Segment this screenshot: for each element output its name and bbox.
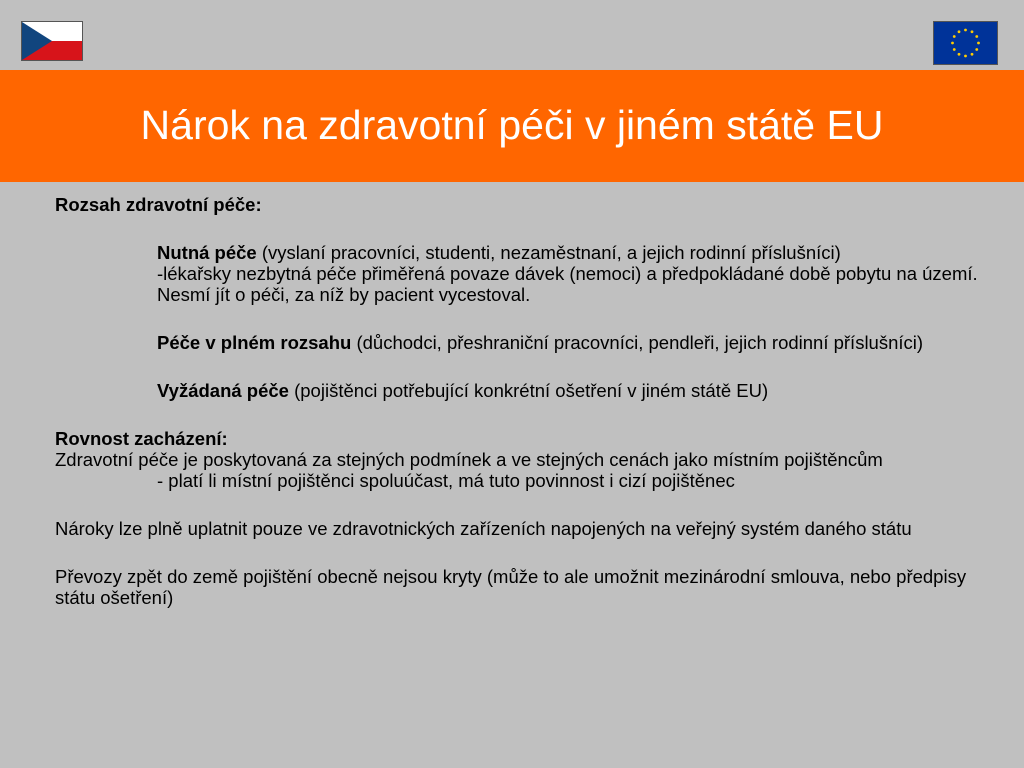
urgent-care-detail: -lékařsky nezbytná péče přiměřená povaze dávek (nemoci) a předpokládané době pobytu na území. Nesmí jít o péči, za níž by pacient vycestoval. — [157, 263, 978, 305]
top-bar — [0, 0, 1024, 70]
title-band — [0, 70, 1024, 182]
claims-text: Nároky lze plně uplatnit pouze ve zdravotnických zařízeních napojených na veřejný systém daného státu — [55, 518, 912, 539]
equality-heading: Rovnost zacházení: — [55, 428, 228, 449]
eu-star-icon — [964, 29, 967, 32]
urgent-care-text: (vyslaní pracovníci, studenti, nezaměstnaní, a jejich rodinní příslušníci) — [256, 242, 841, 263]
eu-star-icon — [958, 30, 961, 33]
eu-star-icon — [953, 48, 956, 51]
eu-star-icon — [971, 30, 974, 33]
eu-star-icon — [964, 55, 967, 58]
eu-star-icon — [975, 35, 978, 38]
full-care-text: (důchodci, přeshraniční pracovníci, pendleři, jejich rodinní příslušníci) — [351, 332, 924, 353]
slide-body — [55, 194, 995, 608]
equality-detail: - platí li místní pojištěnci spoluúčast, má tuto povinnost i cizí pojištěnec — [157, 470, 735, 491]
slide-title: Nárok na zdravotní péči v jiném státě EU — [140, 102, 884, 148]
eu-star-icon — [951, 42, 954, 45]
scope-heading: Rozsah zdravotní péče: — [55, 194, 262, 215]
eu-star-icon — [971, 53, 974, 56]
eu-star-icon — [953, 35, 956, 38]
transport-text: Převozy zpět do země pojištění obecně nejsou kryty (může to ale umožnit mezinárodní smlouva, nebo předpisy státu ošetření) — [55, 566, 967, 608]
requested-care-item — [55, 380, 995, 401]
full-care-label: Péče v plném rozsahu — [157, 332, 352, 353]
eu-star-icon — [977, 42, 980, 45]
eu-flag-icon — [933, 21, 998, 65]
eu-star-icon — [975, 48, 978, 51]
urgent-care-item — [55, 242, 995, 263]
equality-text: Zdravotní péče je poskytovaná za stejných podmínek a ve stejných cenách jako místním pojištěncům — [55, 449, 883, 470]
czech-flag-icon — [21, 21, 83, 61]
requested-care-label: Vyžádaná péče — [157, 380, 289, 401]
urgent-care-label: Nutná péče — [157, 242, 257, 263]
requested-care-text: (pojištěnci potřebující konkrétní ošetření v jiném státě EU) — [288, 380, 769, 401]
eu-star-icon — [958, 53, 961, 56]
full-care-item — [55, 332, 995, 353]
